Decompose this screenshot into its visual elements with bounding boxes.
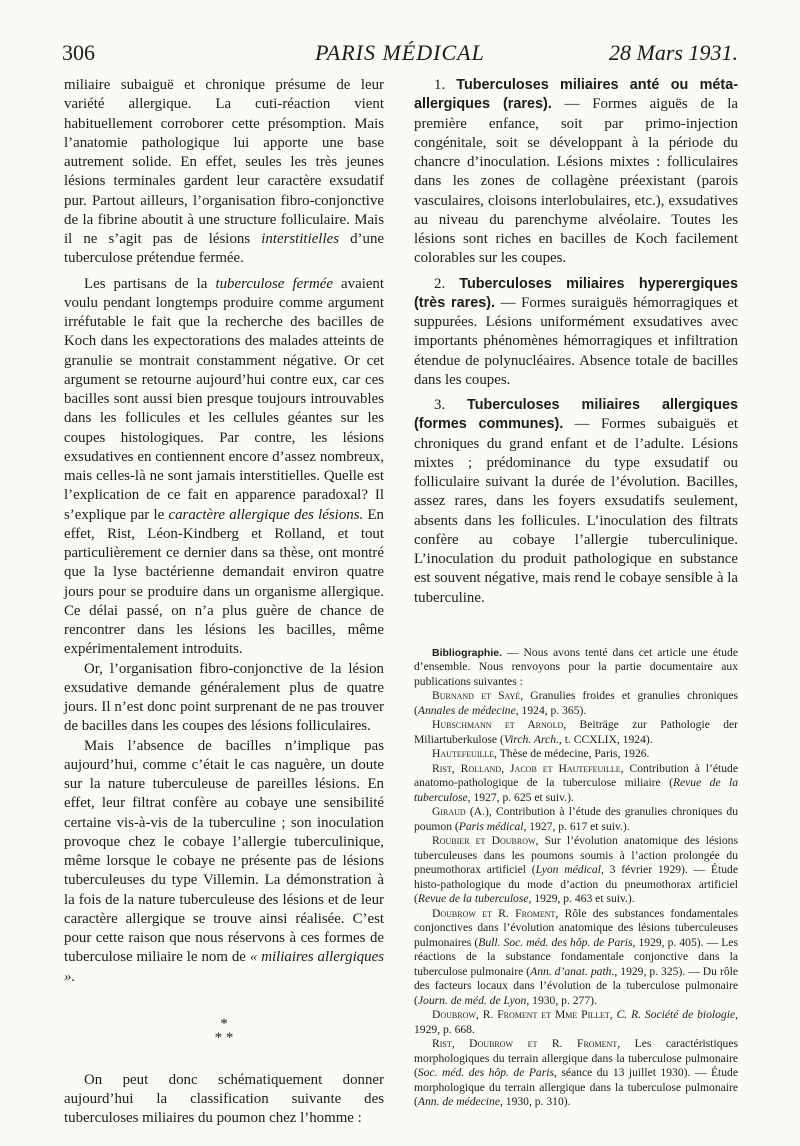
classification-heading: Tuberculoses miliaires hyperergiques (très rares).	[414, 275, 739, 311]
classification-item: 3. Tuberculoses miliaires allergiques (formes communes). — Formes subaiguës et chroniques du grand enfant et de l’adulte. Lésions mixtes ; prédominance du type exsudatif ou folliculaire suivant la durée de l’évolution. Bacilles, assez rares, dans les foyers exsudatifs seulement, absents dans les follicules. L’inoculation des filtrats confère au cobaye l’allergie tuberculinique. L’inoculation du produit pathologique en substance est souvent négative, mais rend le cobaye sensible à la tuberculine.	[414, 397, 738, 606]
bibliography-intro: Bibliographie. — Nous avons tenté dans cet article une étude d’ensemble. Nous renvoyons pour la partie documentaire aux publications suivantes :	[414, 645, 738, 688]
bibliography-entry: Roubier et Doubrow, Sur l’évolution anatomique des lésions tuberculeuses dans les poumons soumis à l’action prolongée du pneumothorax artificiel (Lyon médical, 3 février 1929). — Étude histo-pathologique du mode d’action du pneumothorax artificiel (Revue de la tuberculose, 1929, p. 463 et suiv.).	[414, 834, 738, 906]
bibliography	[414, 646, 738, 1110]
classification-heading: Tuberculoses miliaires anté ou méta-allergiques (rares).	[414, 77, 739, 113]
classification-item: 1. Tuberculoses miliaires anté ou méta-allergiques (rares). — Formes aiguës de la première enfance, soit par primo-injection congénitale, soit se développant à la période du chancre d’inoculation. Lésions mixtes : folliculaires dans les zones de collagène préexistant (parois vasculaires, cloisons interlobulaires, etc.), exsudatives au niveau du parenchyme alvéolaire. Toutes les lésions sont riches en bacilles de Koch facilement colorables sur les coupes.	[414, 77, 739, 267]
page-header	[62, 40, 738, 68]
bibliography-entry: Burnand et Sayé, Granulies froides et granulies chroniques (Annales de médecine, 1924, p. 365).	[414, 689, 738, 717]
bibliography-entry: Rist, Doubrow et R. Froment, Les caractéristiques morphologiques du terrain allergique dans la tuberculose pulmonaire (Soc. méd. des hôp. de Paris, séance du 13 juillet 1930). — Étude morphologique du terrain allergique dans la tuberculose pulmonaire (Ann. de médecine, 1930, p. 310).	[414, 1037, 739, 1109]
page-number: 306	[62, 40, 95, 65]
section-separator: * * *	[214, 1015, 234, 1046]
emphasis: tuberculose fermée	[215, 275, 333, 292]
emphasis: interstitielles	[261, 231, 339, 247]
emphasis: caractère allergique des lésions.	[168, 506, 364, 523]
classification-heading: Tuberculoses miliaires allergiques (formes communes).	[414, 397, 738, 433]
bibliography-entry: Doubrow et R. Froment, Rôle des substances fondamentales conjonctives dans l’évolution anatomique des lésions tuberculeuses pulmonaires (Bull. Soc. méd. des hôp. de Paris, 1929, p. 405). — Les réactions de la substance fondamentale conjonctive dans la tuberculose pulmonaire (Ann. d’anat. path., 1929, p. 325). — Du rôle des facteurs locaux dans l’évolution de la tuberculose pulmonaire (Journ. de méd. de Lyon, 1930, p. 277).	[414, 906, 738, 1007]
classification-item: 2. Tuberculoses miliaires hyperergiques (très rares). — Formes suraiguës hémorragiques et suppurées. Lésions uniformément exsudatives avec importants phénomènes hémorragiques et infiltration étendue de polynucléaires. Absence totale de bacilles dans les coupes.	[414, 275, 739, 388]
issue-date: 28 Mars 1931.	[609, 40, 738, 65]
bibliography-entry: Doubrow, R. Froment et Mme Pillet, C. R. Société de biologie, 1929, p. 668.	[414, 1008, 739, 1036]
paragraph: Mais l’absence de bacilles n’implique pas aujourd’hui, comme c’était le cas naguère, un doute sur la nature tuberculeuse de pareilles lésions. En effet, leur filtrat confère au cobaye une sensibilité certaine vis-à-vis de la tuberculine ; son inoculation provoque chez le cobaye l’allergie tuberculinique, même lorsque le cobaye ne présente pas de lésions tuberculeuses du type Villemin. La démonstration à la fois de la nature tuberculeuse des lésions et de leur caractère allergique se trouve ainsi réalisée. C’est pour cette raison que nous réservons à ces formes de tuberculose miliaire le nom de « miliaires allergiques ».	[64, 737, 384, 985]
bibliography-entry: Hautefeuille, Thèse de médecine, Paris, 1926.	[432, 747, 650, 761]
paragraph: On peut donc schématiquement donner aujourd’hui la classification suivante des tuberculoses miliaires du poumon chez l’homme :	[64, 1071, 384, 1127]
paragraph: Or, l’organisation fibro-conjonctive de la lésion exsudative demande généralement plus de quatre jours. Il n’est donc point surprenant de ne pas trouver de bacilles dans les coupes des lésions folliculaires.	[64, 660, 384, 735]
bibliography-entry: Hubschmann et Arnold, Beiträge zur Pathologie der Miliartuberkulose (Virch. Arch., t. CCXLIX, 1924).	[414, 718, 738, 746]
bibliography-label: Bibliographie.	[432, 646, 503, 659]
bibliography-entry: Rist, Rolland, Jacob et Hautefeuille, Contribution à l’étude anatomo-pathologique de la tuberculose miliaire (Revue de la tuberculose, 1927, p. 625 et suiv.).	[414, 761, 738, 804]
right-column	[414, 76, 738, 1110]
left-column	[64, 76, 384, 1129]
emphasis: « miliaires allergiques ».	[64, 949, 384, 985]
journal-title: PARIS MÉDICAL	[315, 40, 485, 65]
bibliography-entry: Giraud (A.), Contribution à l’étude des granulies chroniques du poumon (Paris médical, 1927, p. 617 et suiv.).	[414, 805, 738, 833]
paragraph: miliaire subaiguë et chronique présume de leur variété allergique. La cuti-réaction vient habituellement corroborer cette présomption. Mais l’anatomie pathologique lui apporte une base autrement solide. En effet, seules les très jeunes lésions terminales gardent leur caractère exsudatif pur. Partout ailleurs, l’organisation fibro-conjonctive de la fibrine aboutit à une structure folliculaire. Mais il ne s’agit pas de lésions interstitielles d’une tuberculose prétendue fermée.	[64, 77, 384, 267]
paragraph: Les partisans de la tuberculose fermée avaient voulu pendant longtemps produire comme argument irréfutable le fait que la recherche des bacilles de Koch dans les expectorations des malades atteints de granulie se montrait constamment négative. Or cet argument se retourne aujourd’hui contre eux, car ces bacilles sont aussi bien presque toujours introuvables dans les follicules et les cellules géantes sur les coupes histologiques. Par contre, les lésions exsudatives en contiennent encore d’assez nombreux, mais celles-là ne sont jamais interstitielles. Quelle est l’explication de ce fait en apparence paradoxal? Il s’explique par le caractère allergique des lésions. En effet, Rist, Léon-Kindberg et Rolland, et tout particulièrement ce dernier dans sa thèse, ont montré que la lyse bactérienne demandait environ quatre jours pour se produire dans un organisme allergique. Ce délai passé, on n’a plus guère de chance de rencontrer dans les lésions les bacilles, même expérimentalement introduits.	[64, 275, 385, 658]
